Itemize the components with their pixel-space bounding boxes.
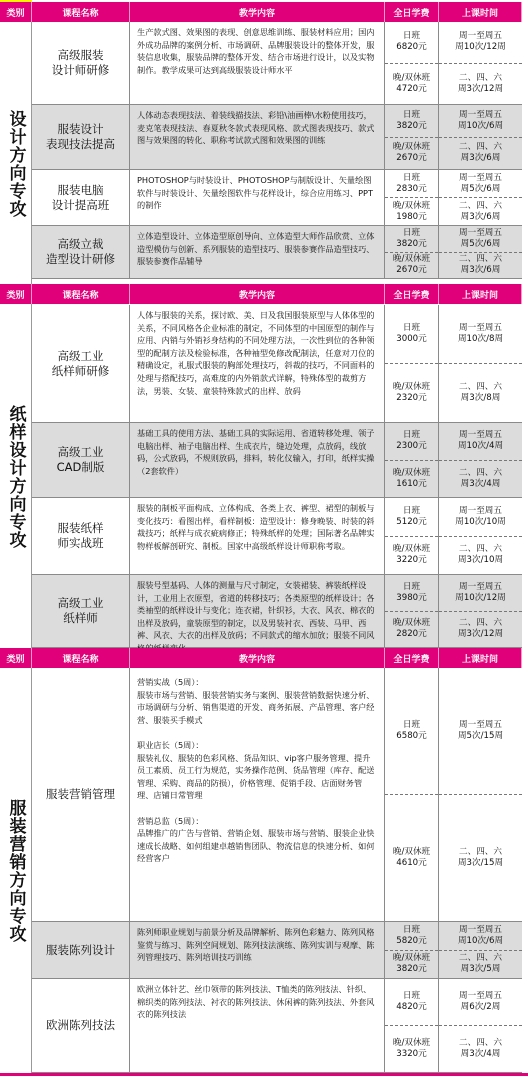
table-row	[32, 979, 522, 1073]
category-pattern: 纸样设计方向专攻	[0, 305, 32, 648]
course-name: 服装陈列设计	[32, 922, 130, 978]
fee-evening: 晚/双休班 2320元	[385, 363, 438, 422]
table-row	[32, 22, 522, 105]
header-fee: 全日学费	[385, 284, 439, 304]
header-category: 类别	[0, 648, 32, 668]
course-name: 服装营销管理	[32, 668, 130, 921]
fee-day: 日班 3980元	[396, 581, 427, 603]
time-evening: 二、四、六 周3次/10周	[439, 536, 522, 575]
header-content: 教学内容	[130, 2, 385, 22]
header-content: 教学内容	[130, 284, 385, 304]
course-name: 服装纸样 师实战班	[32, 498, 130, 574]
fee-evening: 晚/双休班 2820元	[385, 611, 438, 648]
time-day: 周一至周五 周5次/15周	[457, 720, 504, 741]
time-evening: 二、四、六 周3次/4周	[439, 1025, 522, 1072]
time-day: 周一至周五 周10次/12周	[455, 31, 506, 53]
table-row	[32, 226, 522, 279]
header-content: 教学内容	[130, 648, 385, 668]
course-name: 高级立裁 造型设计研修	[32, 226, 130, 278]
course-desc: 立体造型设计、立体造型原创导向、立体造型大师作品欣赏、立体造型模仿与创新、系列服装的造型技巧、服装参赛作品造型技巧、服装参赛作品辅导	[130, 226, 385, 278]
time-evening: 二、四、六 周3次/6周	[439, 197, 522, 225]
time-day: 周一至周五 周10次/4周	[457, 430, 504, 452]
table-row	[32, 105, 522, 170]
fee-day: 日班 6580元	[396, 720, 427, 741]
fee-day: 日班 4820元	[396, 991, 427, 1012]
table-row	[32, 498, 522, 575]
time-day: 周一至周五 周10次/12周	[455, 581, 506, 603]
table-row	[32, 668, 522, 922]
time-evening: 二、四、六 周3次/8周	[439, 363, 522, 422]
table-row	[32, 423, 522, 498]
fee-evening: 晚/双休班 3320元	[385, 1025, 438, 1072]
fee-day: 日班 3820元	[396, 109, 427, 131]
course-desc: 生产款式图、效果图的表现、创意思维训练、服装材料应用；国内外成功品牌的案例分析、市场调研、品牌服装设计的整体开发，服装信息收集，服装品牌的整体开发、结合市场进行设计，以及实物制作。教学成果可达到高级服装设计师水平	[130, 22, 385, 104]
course-name: 高级工业 纸样师	[32, 575, 130, 647]
fee-evening: 晚/双休班 1610元	[385, 460, 438, 498]
time-evening: 二、四、六 周3次/12周	[439, 63, 522, 105]
time-day: 周一至周五 周6次/2周	[459, 991, 502, 1012]
course-desc: 服装的制板平面构成、立体构成、各类上衣、裤型、裙型的制板与变化技巧：看图出样，看样制板：造型设计：修身晚装、时装的斜裁技巧；纸样与成衣疵病修正；特殊纸样的处理；国际著名品牌实物样板解剖研究、制板。国家中高级纸样设计师职称考取。	[130, 498, 385, 574]
course-name: 服装电脑 设计提高班	[32, 170, 130, 225]
course-name: 高级工业 CAD制版	[32, 423, 130, 497]
course-desc: 基础工具的使用方法、基础工具的实际运用、省道转移处理、领子电脑出样、袖子电脑出样、生成衣片，缝边处理，点放码，线放码，公式放码，不规则放码，排料，转化仪输入，打印，纸样实操（2套软件）	[130, 423, 385, 497]
course-desc: 服装号型基码、人体的测量与尺寸制定，女装裙装、裤装纸样设计，工业用上衣原型，省道的转移技巧；各类原型的纸样设计；各类袖型的纸样设计与变化；连衣裙，针织衫，大衣、风衣、棉衣的出样及放码，童装原型的制定，以及男装衬衣、西装、马甲、西裤、风衣、大衣的出样及放码；不同款式的缩水加放；服装不同风	[130, 575, 385, 647]
time-evening: 二、四、六 周3次/5周	[439, 950, 522, 979]
fee-evening: 晚/双休班 1980元	[385, 197, 438, 225]
table-row	[32, 305, 522, 423]
time-evening: 二、四、六 周3次/4周	[439, 460, 522, 498]
header-time: 上课时间	[439, 648, 522, 668]
fee-evening: 晚/双休班 2670元	[385, 252, 438, 279]
header-category: 类别	[0, 284, 32, 304]
header-course-name: 课程名称	[32, 284, 130, 304]
course-name: 高级服装 设计师研修	[32, 22, 130, 104]
bottom-rule	[0, 1073, 528, 1076]
time-day: 周一至周五 周10次/6周	[457, 924, 504, 946]
course-name: 服装设计 表现技法提高	[32, 105, 130, 169]
fee-day: 日班 3820元	[396, 227, 427, 249]
time-evening: 二、四、六 周3次/12周	[439, 611, 522, 648]
course-desc: PHOTOSHOP与时装设计、PHOTOSHOP与制版设计、矢量绘图软件与时装设计、矢量绘图软件与花样设计，综合应用练习、PPT的制作	[130, 170, 385, 225]
fee-day: 日班 6820元	[396, 31, 427, 53]
course-desc: 人体与服装的关系，探讨欧、美、日及我国服装原型与人体体型的关系，不同风格各企业标准的制定，不同体型的中国原型的制作与应用、内销与外销衫身结构的不同处理方法，一次性到位的各种领型的配制方法及检验标准，各种袖型免修改配制法，任意对刀位的精确设定，礼服式服装的胸部处理技巧，斜裁的技巧，不同面料的处理与搭配技巧，高难度的内外销款式详解，特殊体型的裁剪方法，男装、女装、童装特殊款式的出样、放码	[130, 305, 385, 422]
header-time: 上课时间	[439, 284, 522, 304]
fee-day: 日班 2830元	[396, 172, 427, 194]
category-design: 设计方向专攻	[0, 22, 32, 305]
time-evening: 二、四、六 周3次/6周	[439, 137, 522, 170]
fee-day: 日班 2300元	[396, 430, 427, 452]
time-day: 周一至周五 周5次/6周	[459, 227, 502, 249]
fee-evening: 晚/双休班 4610元	[385, 794, 438, 921]
time-day: 周一至周五 周10次/6周	[457, 109, 504, 131]
header-course-name: 课程名称	[32, 648, 130, 668]
time-day: 周一至周五 周10次/8周	[457, 323, 504, 344]
fee-evening: 晚/双休班 2670元	[385, 137, 438, 170]
header-course-name: 课程名称	[32, 2, 130, 22]
fee-day: 日班 5820元	[396, 924, 427, 946]
course-desc: 欧洲立体针艺、丝巾领带的陈列技法、T恤类的陈列技法、针织、棉织类的陈列技法、衬衣的陈列技法、休闲裤的陈列技法、外套风衣的陈列技法	[130, 979, 385, 1072]
header-category: 类别	[0, 2, 32, 22]
header-time: 上课时间	[439, 2, 522, 22]
fee-evening: 晚/双休班 4720元	[385, 63, 438, 105]
fee-evening: 晚/双休班 3820元	[385, 950, 438, 979]
fee-day: 日班 5120元	[396, 505, 427, 527]
time-evening: 二、四、六 周3次/15周	[439, 794, 522, 921]
time-day: 周一至周五 周10次/10周	[455, 505, 506, 527]
table-row	[32, 170, 522, 226]
course-desc: 营销实战（5周）： 服装市场与营销、服装营销实务与案例、服装营销数据快速分析、市场调研与分析、销售渠道的开发、商务拓展、产品管理、客户经营、服装买手模式 职业店长（5周）： 服装礼仪、服装的色彩风格、货品知识、vip客户服务管理、提升员工素质、员工行为规范，实务操作范例、货品管理（库存、配送管理、采购、商品的防损），价格管理、促销手段、店面财务管理、店铺日常管理 营销总监（5周）： 品牌推广的广告与营销、营销企划、服装市场与营销、服装企业快速成长战略、如何组建卓越销售团队、物流信息的快速分析、如何经营客户	[130, 668, 385, 921]
category-marketing: 服装营销方向专攻	[0, 668, 32, 1073]
time-day: 周一至周五 周5次/6周	[459, 172, 502, 194]
header-fee: 全日学费	[385, 2, 439, 22]
time-evening: 二、四、六 周3次/6周	[439, 252, 522, 279]
course-name: 高级工业 纸样师研修	[32, 305, 130, 422]
course-desc: 人体动态表现技法、着装线描技法、彩铅\油画棒\水粉使用技巧，麦克笔表现技法、春夏秋冬款式表现风格、款式图表现技巧、款式图与效果图的转化、职称考试款式图和效果图的训练	[130, 105, 385, 169]
fee-evening: 晚/双休班 3220元	[385, 536, 438, 575]
table-row	[32, 575, 522, 648]
course-name: 欧洲陈列技法	[32, 979, 130, 1072]
course-desc: 陈列师职业规划与前景分析及品牌解析、陈列色彩魅力、陈列风格鉴赏与练习、陈列空间规划、陈列技法演练、陈列实训与观摩、陈列管理技巧、陈列培训技巧训练	[130, 922, 385, 978]
table-row	[32, 922, 522, 979]
fee-day: 日班 3000元	[396, 323, 427, 344]
header-fee: 全日学费	[385, 648, 439, 668]
